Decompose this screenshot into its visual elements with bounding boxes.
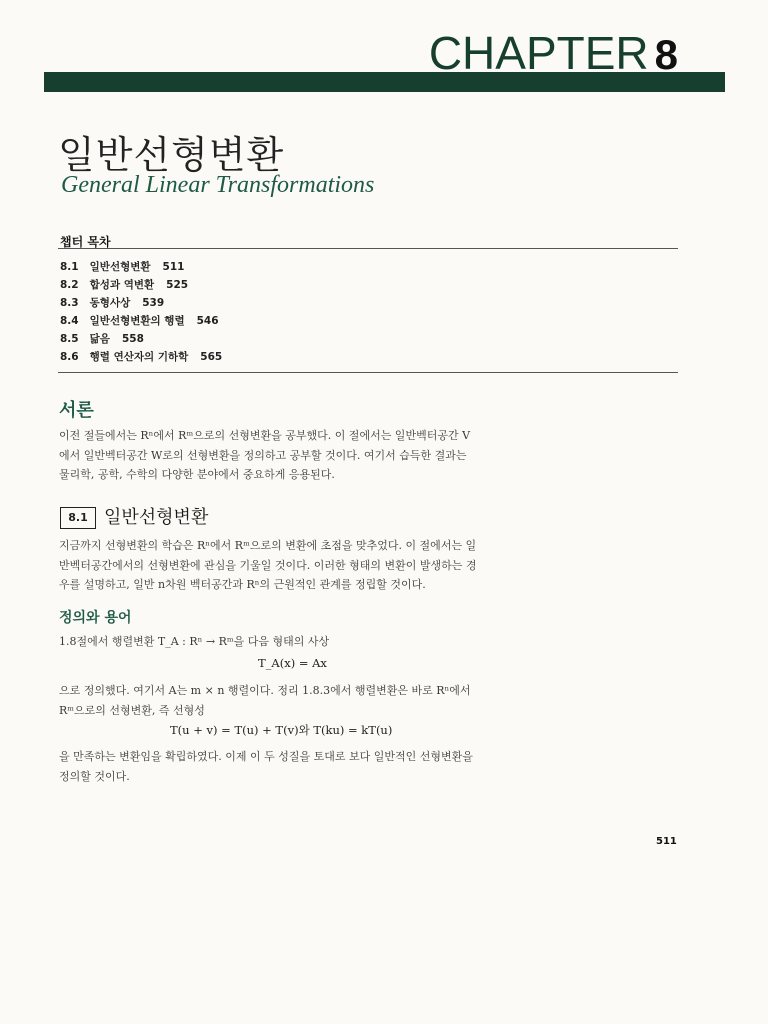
toc-item: [60, 312, 222, 330]
toc-item-title: 닮음: [89, 333, 110, 345]
section-title: 일반선형변환: [104, 507, 209, 528]
toc-heading: 챕터 목차: [60, 235, 111, 249]
toc-item-page: 558: [121, 333, 144, 345]
toc-item: [60, 258, 222, 276]
toc-item-page: 511: [162, 261, 185, 273]
toc-item: [60, 276, 222, 294]
section-line: 지금까지 선형변환의 학습은 Rⁿ에서 Rᵐ으로의 변환에 초점을 맞추었다. 이 절에서는 일: [59, 539, 477, 552]
chapter-number: 8: [654, 31, 678, 78]
toc-item-title: 일반선형변환: [89, 261, 151, 273]
definitions-text: 정의할 것이다.: [59, 769, 130, 783]
section-line: 우를 설명하고, 일반 n차원 벡터공간과 Rⁿ의 근원적인 관계를 정립할 것이다.: [59, 578, 426, 591]
toc-item-title: 합성과 역변환: [89, 279, 155, 291]
toc-item: [60, 294, 222, 312]
toc-top-rule: [58, 248, 678, 249]
intro-paragraph: [59, 426, 525, 485]
toc-item-number: 8.6: [60, 351, 79, 363]
toc-item-page: 565: [200, 351, 223, 363]
toc-bottom-rule: [58, 372, 678, 373]
toc-item-page: 525: [166, 279, 189, 291]
toc-item-number: 8.1: [60, 261, 79, 273]
formula-matrix-transform: T_A(x) = Ax: [258, 656, 327, 670]
intro-line: 물리학, 공학, 수학의 다양한 분야에서 중요하게 응용된다.: [59, 468, 335, 481]
formula-linearity: T(u + v) = T(u) + T(v)와 T(ku) = kT(u): [170, 723, 393, 737]
section-number-box: 8.1: [60, 507, 96, 529]
chapter-title-english: General Linear Transformations: [61, 172, 375, 198]
chapter-label: [428, 27, 678, 79]
chapter-title-korean: 일반선형변환: [58, 133, 285, 177]
section-paragraph: [59, 536, 525, 595]
intro-line: 에서 일반벡터공간 W로의 선형변환을 정의하고 공부할 것이다. 여기서 습득한 결과는: [59, 448, 467, 462]
toc-item-title: 행렬 연산자의 기하학: [89, 351, 189, 363]
section-line: 반벡터공간에서의 선형변환에 관심을 기울일 것이다. 이러한 형태의 변환이 발생하는 경: [59, 558, 477, 572]
page-number: 511: [656, 836, 677, 847]
toc-item: [60, 348, 222, 366]
definitions-text: 으로 정의했다. 여기서 A는 m × n 행렬이다. 정리 1.8.3에서 행렬변환은 바로 Rⁿ에서: [59, 684, 471, 697]
toc-item: [60, 330, 222, 348]
definitions-text: 을 만족하는 변환임을 확립하였다. 이제 이 두 성질을 토대로 보다 일반적인 선형변환을: [59, 750, 473, 763]
intro-heading: 서론: [59, 400, 94, 421]
definitions-paragraph-3: [59, 747, 525, 786]
definitions-line-1: [59, 632, 525, 652]
toc-item-number: 8.5: [60, 333, 79, 345]
intro-line: 이전 절들에서는 Rⁿ에서 Rᵐ으로의 선형변환을 공부했다. 이 절에서는 일반벡터공간 V: [59, 429, 471, 442]
toc-item-page: 539: [142, 297, 165, 309]
toc-item-number: 8.4: [60, 315, 79, 327]
toc-item-number: 8.2: [60, 279, 79, 291]
chapter-word: CHAPTER: [428, 27, 649, 79]
toc-item-number: 8.3: [60, 297, 79, 309]
toc-list: [60, 258, 222, 366]
toc-item-page: 546: [196, 315, 219, 327]
definitions-heading: 정의와 용어: [59, 610, 132, 626]
definitions-paragraph-2: [59, 681, 525, 720]
toc-item-title: 일반선형변환의 행렬: [89, 315, 185, 327]
toc-item-title: 동형사상: [89, 297, 131, 309]
definitions-text: Rᵐ으로의 선형변환, 즉 선형성: [59, 703, 205, 717]
definitions-text: 1.8절에서 행렬변환 T_A : Rⁿ → Rᵐ을 다음 형태의 사상: [59, 635, 330, 648]
